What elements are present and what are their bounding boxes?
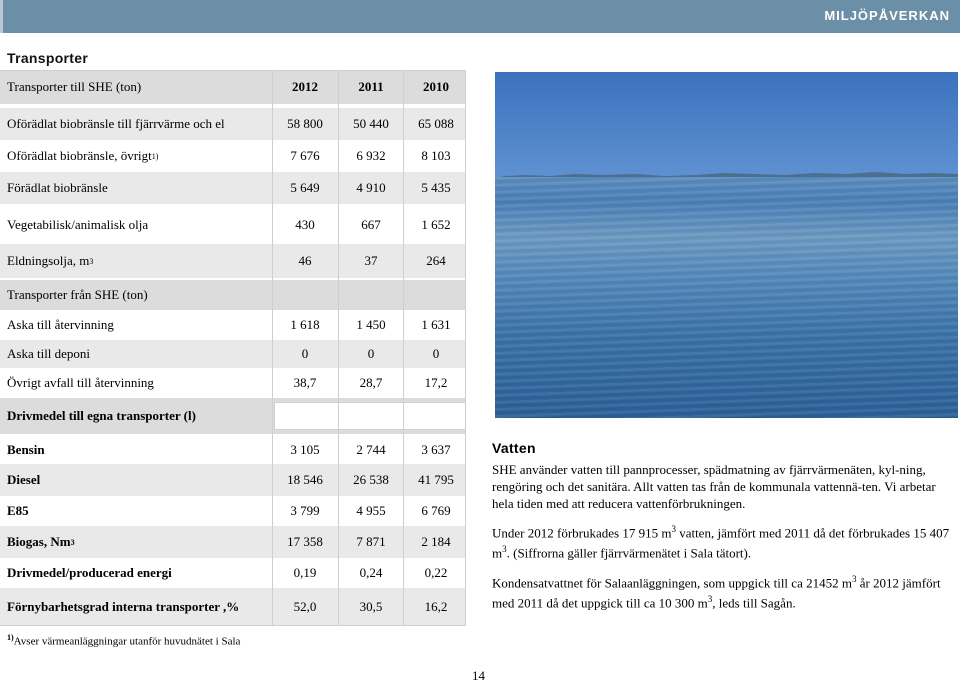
row-value-2012: 46 — [298, 253, 312, 268]
row-value-2011: 2 744 — [356, 442, 386, 457]
water-paragraph-2: Under 2012 förbrukades 17 915 $m^3$ vatten, jämfört med 2011 då det förbrukades 15 407 $m^3$. (Siffrorna gäller fjärrvärmenätet i Sala tätort). — [492, 524, 950, 561]
grid-line — [0, 70, 466, 71]
water-section — [492, 440, 950, 620]
row-label: Drivmedel/producerad energi — [7, 565, 172, 580]
row-value-2010: 17,2 — [424, 375, 448, 390]
table-row — [0, 340, 466, 368]
row-label: Biogas, Nm 3 — [7, 534, 75, 549]
row-value-2010: 3 637 — [421, 442, 451, 457]
row-value-2012: 17 358 — [287, 534, 323, 549]
row-value-2010: 264 — [426, 253, 446, 268]
row-value-2012: 3 105 — [290, 442, 320, 457]
row-value-2011: 6 932 — [356, 148, 386, 163]
row-value-2012: 38,7 — [293, 375, 317, 390]
footnote — [7, 633, 240, 648]
sea-surface — [495, 177, 958, 418]
table-header-label: Transporter till SHE (ton) — [7, 79, 142, 94]
row-value-2011: 1 450 — [356, 317, 386, 332]
row-value-2011: 37 — [364, 253, 378, 268]
row-label: Förnybarhetsgrad interna transporter ,% — [7, 599, 240, 614]
footnote-mark: 1) — [7, 633, 14, 642]
row-value-2011: 30,5 — [359, 599, 383, 614]
row-value-2011: 7 871 — [356, 534, 386, 549]
row-value-2011: 28,7 — [359, 375, 383, 390]
row-value-2011: 667 — [361, 217, 381, 232]
table-row — [0, 464, 466, 496]
row-value-2010: 0,22 — [424, 565, 448, 580]
row-label: Övrigt avfall till återvinning — [7, 375, 154, 390]
wave-texture — [495, 177, 958, 418]
table-row — [0, 206, 466, 244]
row-value-2012: 18 546 — [287, 472, 323, 487]
section-label: MILJÖPÅVERKAN — [824, 8, 950, 23]
year-col-2010: 2010 — [423, 79, 449, 94]
row-value-2011: 26 538 — [353, 472, 389, 487]
row-value-2012: 3 799 — [290, 503, 320, 518]
row-value-2012: 5 649 — [290, 180, 320, 195]
table-row — [0, 588, 466, 626]
row-label: Aska till deponi — [7, 346, 91, 361]
row-label: Oförädlat biobränsle till fjärrvärme och el — [7, 116, 225, 131]
table-row — [0, 108, 466, 140]
water-heading: Vatten — [492, 440, 536, 456]
row-label: E85 — [7, 503, 29, 518]
row-value-2010: 5 435 — [421, 180, 451, 195]
row-value-2010: 16,2 — [424, 599, 448, 614]
section-row-fuel — [0, 398, 466, 434]
row-value-2010: 8 103 — [421, 148, 451, 163]
table-header-row — [0, 70, 466, 104]
row-value-2011: 4 955 — [356, 503, 386, 518]
row-value-2010: 1 631 — [421, 317, 451, 332]
page-title: Transporter — [7, 50, 89, 66]
row-value-2012: 1 618 — [290, 317, 320, 332]
section-label-outbound: Transporter från SHE (ton) — [7, 287, 148, 302]
grid-line — [0, 625, 466, 626]
page-number: 14 — [472, 668, 485, 683]
row-label: Vegetabilisk/animalisk olja — [7, 217, 149, 232]
row-value-2011: 4 910 — [356, 180, 386, 195]
row-value-2010: 41 795 — [418, 472, 454, 487]
table-row — [0, 526, 466, 558]
sea-horizon-photo — [495, 72, 958, 418]
table-row — [0, 172, 466, 204]
row-value-2012: 52,0 — [293, 599, 317, 614]
grid-line — [465, 70, 466, 626]
table-row — [0, 244, 466, 278]
table-row — [0, 558, 466, 588]
row-label: Förädlat biobränsle — [7, 180, 108, 195]
water-paragraph-3: Kondensatvattnet för Salaanläggningen, som uppgick till ca 21452 $m^3$ år 2012 jämfört med 2011 då det uppgick till ca 10 300 $m^3$, leds till Sagån. — [492, 573, 941, 611]
row-value-2010: 0 — [432, 346, 440, 361]
section-label-fuel: Drivmedel till egna transporter (l) — [7, 408, 196, 423]
row-value-2010: 65 088 — [418, 116, 454, 131]
row-value-2010: 6 769 — [421, 503, 451, 518]
transport-table — [0, 70, 466, 626]
row-value-2011: 0 — [367, 346, 375, 361]
grid-line — [403, 70, 404, 626]
header-bar — [0, 0, 960, 33]
year-col-2012: 2012 — [292, 79, 318, 94]
table-row — [0, 436, 466, 464]
year-col-2011: 2011 — [358, 79, 384, 94]
row-label: Eldningsolja, m 3 — [7, 253, 94, 268]
footnote-text: Avser värmeanläggningar utanför huvudnätet i Sala — [13, 635, 241, 648]
row-label: Aska till återvinning — [7, 317, 114, 332]
row-value-2011: 50 440 — [353, 116, 389, 131]
table-row — [0, 496, 466, 526]
row-value-2010: 1 652 — [421, 217, 451, 232]
row-label: Diesel — [7, 472, 41, 487]
section-row-outbound — [0, 280, 466, 310]
header-accent-strip — [0, 0, 3, 33]
grid-line — [338, 70, 339, 626]
table-row — [0, 368, 466, 398]
row-value-2010: 2 184 — [421, 534, 451, 549]
water-paragraph-1: SHE använder vatten till pannprocesser, spädmatning av fjärrvärmenäten, kyl-ning, rengöring och det sanitära. Allt vatten tas från de kommunala vattennä-ten. Vi arbetar hela tiden med att reducera vattenförbrukningen. — [492, 462, 936, 511]
table-row — [0, 140, 466, 172]
row-label: Bensin — [7, 442, 45, 457]
row-value-2012: 0,19 — [293, 565, 317, 580]
row-value-2012: 0 — [301, 346, 309, 361]
row-value-2012: 7 676 — [290, 148, 320, 163]
row-value-2012: 58 800 — [287, 116, 323, 131]
row-value-2012: 430 — [295, 217, 315, 232]
blank-cell — [274, 402, 466, 430]
grid-line — [272, 70, 273, 626]
row-label: Oförädlat biobränsle, övrigt 1) — [7, 148, 159, 163]
table-row — [0, 310, 466, 340]
row-value-2011: 0,24 — [359, 565, 383, 580]
